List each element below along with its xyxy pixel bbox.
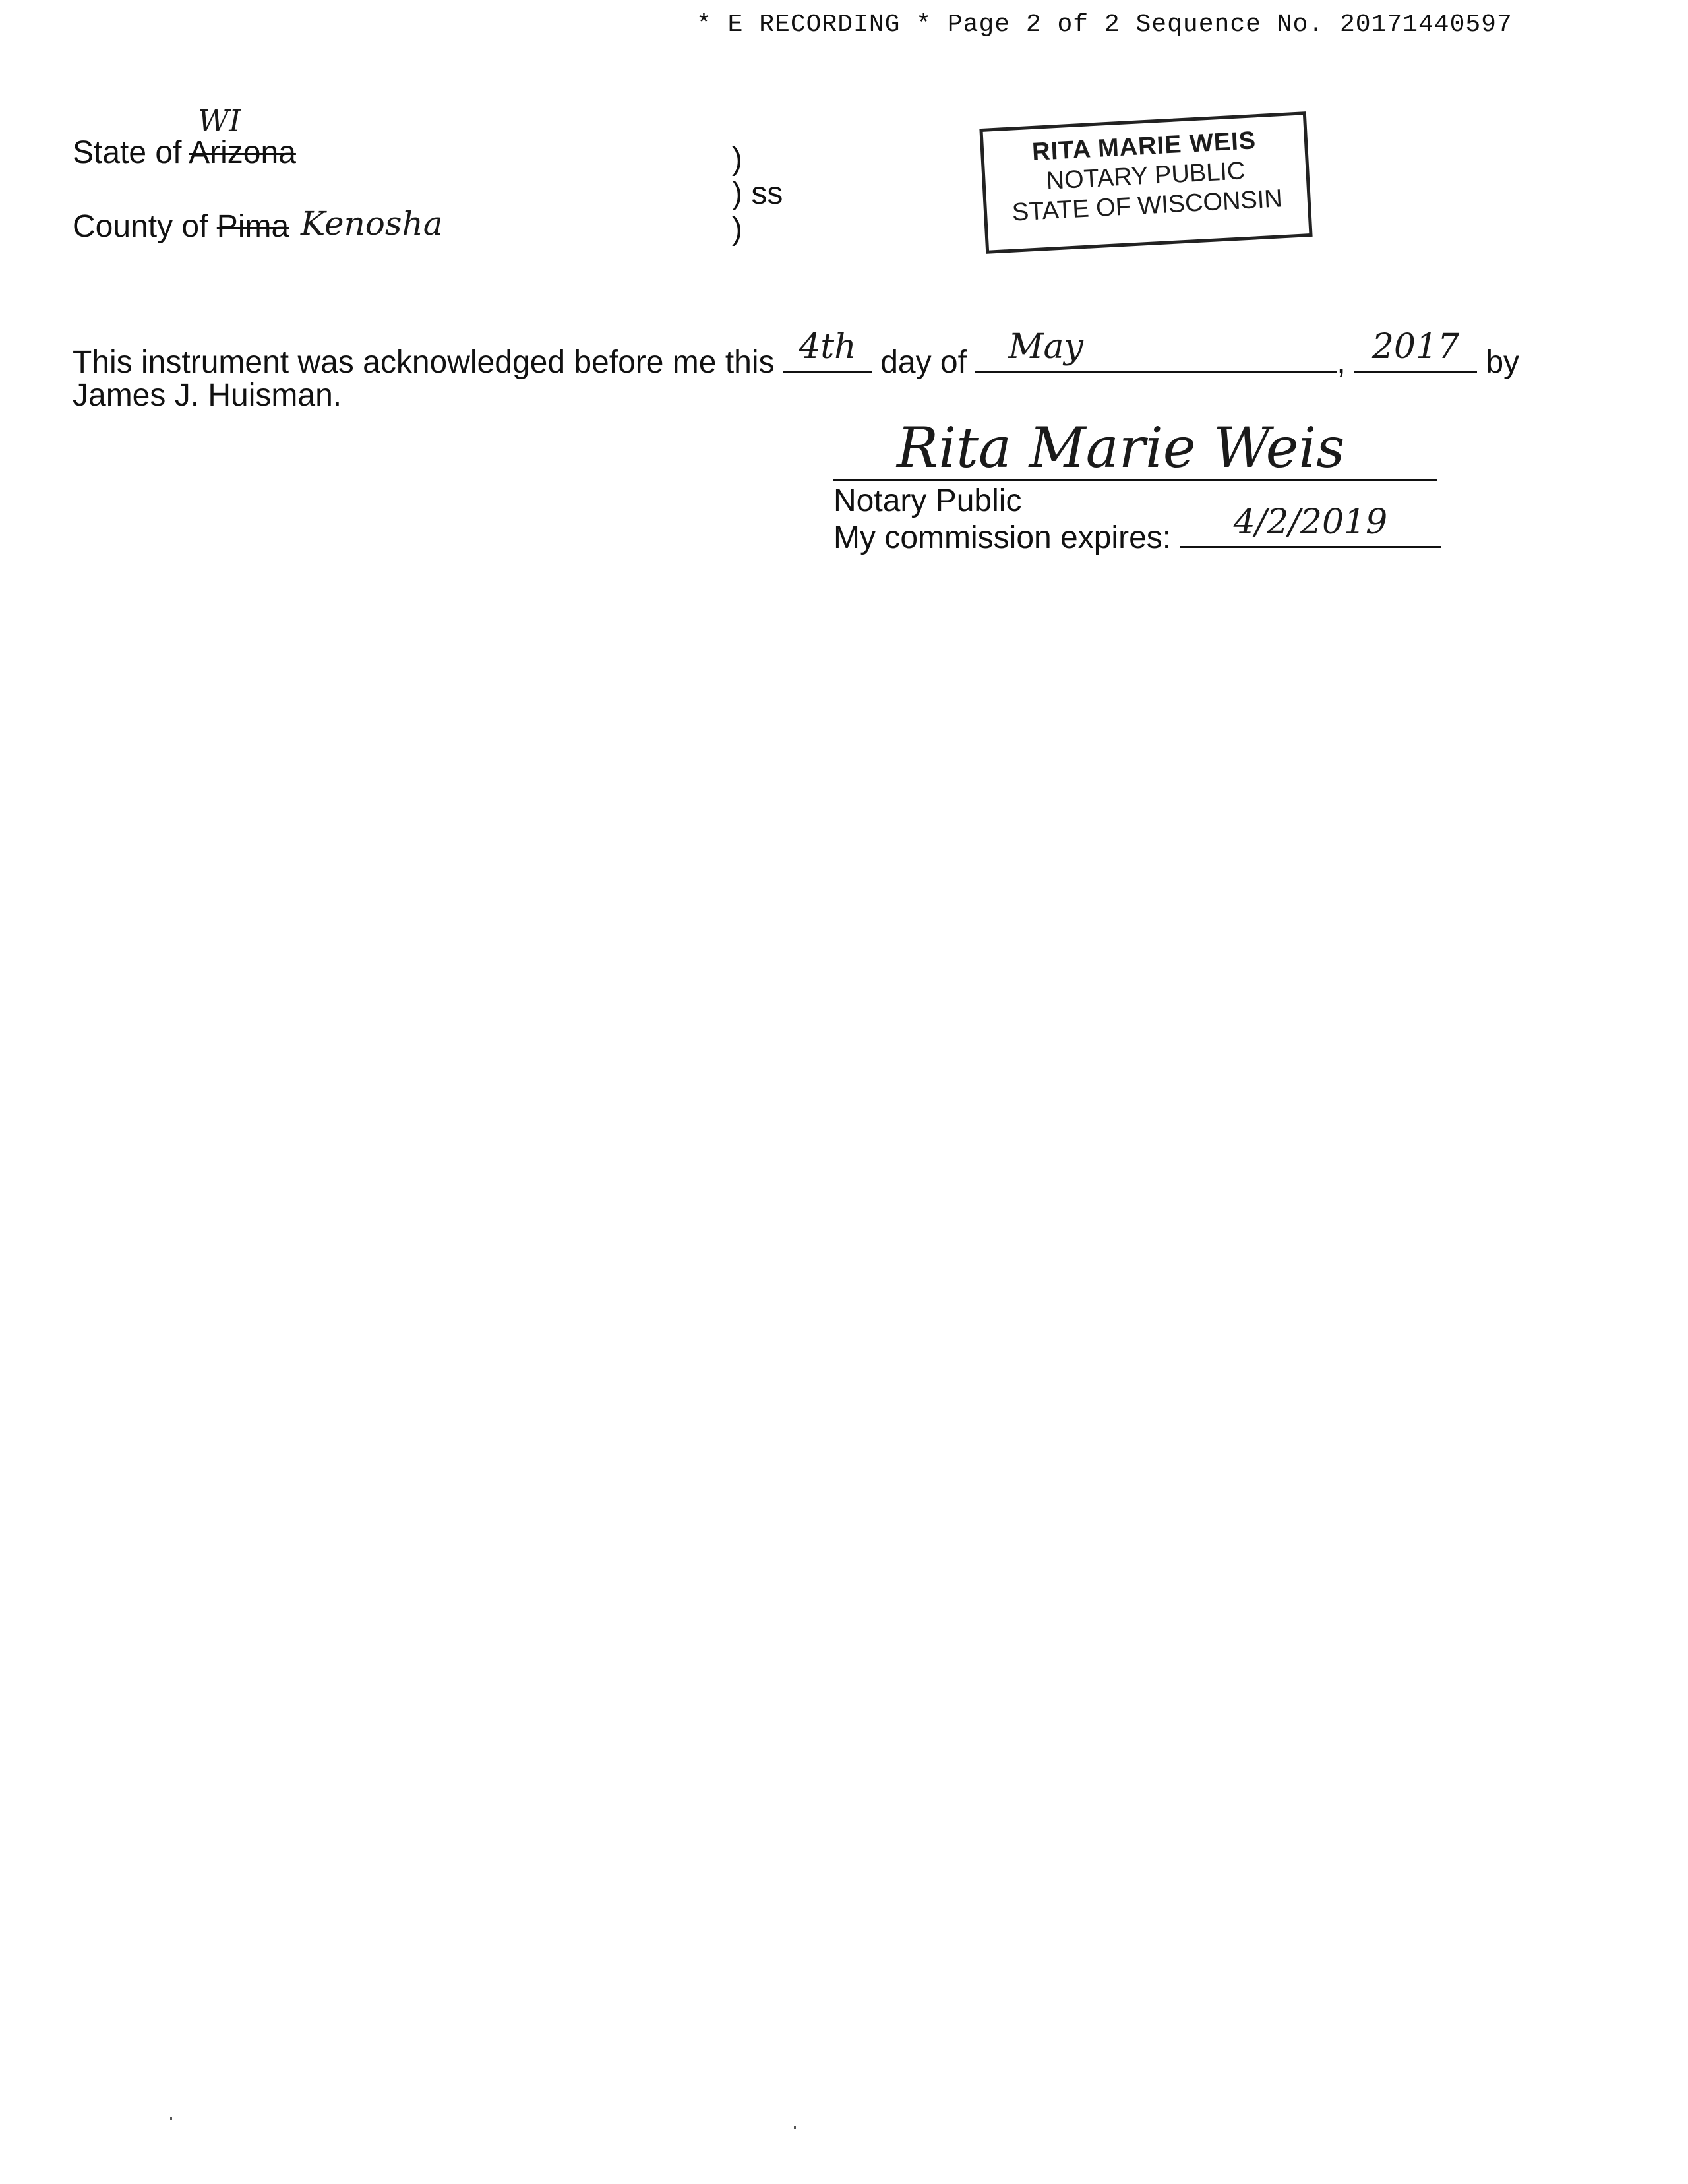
commission-label: My commission expires:	[833, 520, 1172, 555]
commission-line	[833, 502, 1441, 556]
notary-stamp	[979, 111, 1312, 254]
stamp-title: NOTARY PUBLIC	[1045, 157, 1246, 195]
scan-speck	[794, 2126, 796, 2129]
venue-paren-ss: ) ss	[732, 176, 783, 211]
ack-text: This instrument was acknowledged before me this	[73, 345, 775, 380]
day-of-text: day of	[880, 345, 967, 380]
day-value: 4th	[799, 327, 857, 367]
scan-speck	[170, 2117, 172, 2120]
notary-signature: Rita Marie Weis	[897, 415, 1345, 480]
commission-blank	[1180, 502, 1441, 548]
stamp-state: STATE OF WISCONSIN	[1011, 185, 1283, 227]
commission-value: 4/2/2019	[1233, 502, 1388, 542]
comma: ,	[1337, 345, 1346, 380]
state-line	[73, 135, 296, 171]
venue-paren-3: )	[732, 212, 742, 247]
state-label: State of	[73, 135, 182, 170]
county-line	[73, 208, 289, 245]
state-struck: Arizona	[189, 135, 296, 170]
recording-header: * E RECORDING * Page 2 of 2 Sequence No. 20171440597	[696, 11, 1513, 39]
county-label: County of	[73, 209, 208, 244]
year-value: 2017	[1372, 327, 1460, 367]
by-text: by	[1486, 345, 1520, 380]
month-blank	[975, 327, 1337, 373]
county-handwritten: Kenosha	[301, 204, 443, 243]
day-blank	[783, 327, 872, 373]
state-handwritten: WI	[198, 103, 241, 138]
signer-name: James J. Huisman.	[73, 378, 342, 413]
month-value: May	[1008, 327, 1083, 367]
county-struck: Pima	[216, 209, 289, 244]
notary-label: Notary Public	[833, 483, 1022, 518]
venue-paren-1: )	[732, 142, 742, 177]
acknowledgment-line	[73, 327, 1520, 380]
stamp-name: RITA MARIE WEIS	[1031, 127, 1257, 166]
signature-line	[833, 479, 1437, 481]
year-blank	[1354, 327, 1477, 373]
